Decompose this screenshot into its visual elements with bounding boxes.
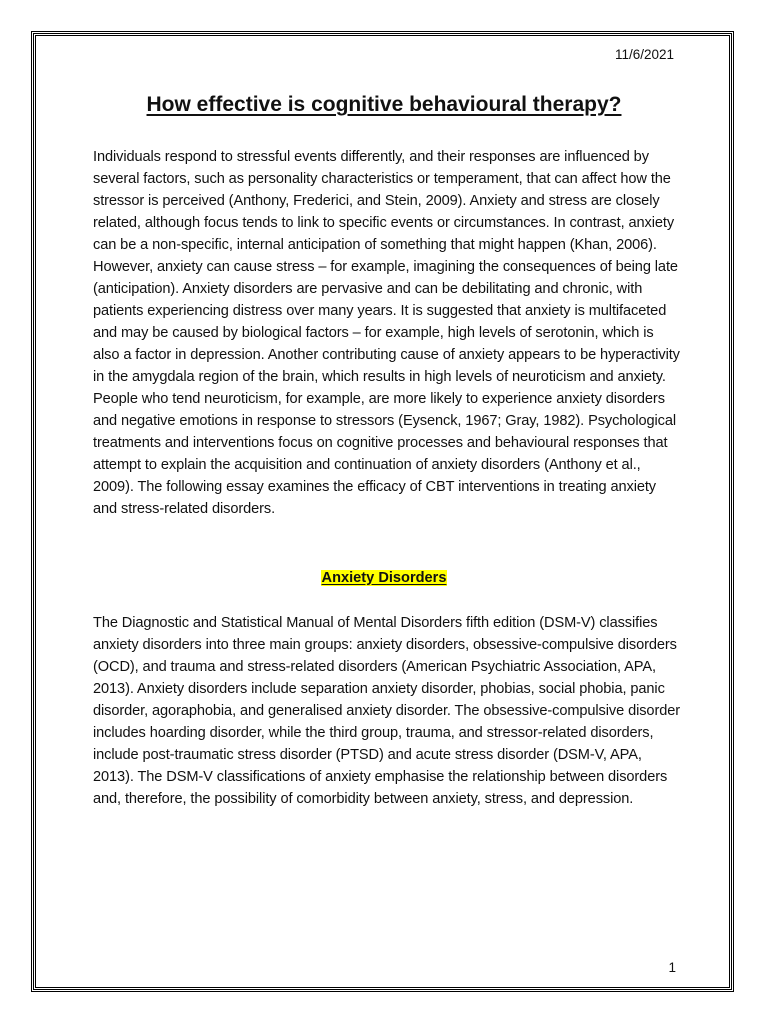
document-title	[0, 91, 768, 119]
document-date: 11/6/2021	[614, 47, 674, 62]
anxiety-disorders-paragraph: The Diagnostic and Statistical Manual of Mental Disorders fifth edition (DSM-V) classifies anxiety disorders into three main groups: anxiety disorders, obsessive-compulsive disorders (OCD), and trauma and stress-related disorders (American Psychiatric Association, APA, 2013). Anxiety disorders include separation anxiety disorder, phobias, social phobia, panic disorder, agoraphobia, and generalised anxiety disorder. The obsessive-compulsive disorder includes hoarding disorder, while the third group, trauma, and stressor-related disorders, include post-traumatic stress disorder (PTSD) and acute stress disorder (DSM-V, APA, 2013). The DSM-V classifications of anxiety emphasise the relationship between disorders and, therefore, the possibility of comorbidity between anxiety, stress, and depression.	[93, 615, 680, 807]
intro-paragraph: Individuals respond to stressful events differently, and their responses are influenced by several factors, such as personality characteristics or temperament, that can affect how the stressor is perceived (Anthony, Frederici, and Stein, 2009). Anxiety and stress are closely related, although focus tends to link to specific events or circumstances. In contrast, anxiety can be a non-specific, internal anticipation of something that might happen (Khan, 2006). However, anxiety can cause stress – for example, imagining the consequences of being late (anticipation). Anxiety disorders are pervasive and can be debilitating and chronic, with patients experiencing distress over many years. It is suggested that anxiety is multifaceted and may be caused by biological factors – for example, high levels of serotonin, which is also a factor in depression. Another contributing cause of anxiety appears to be hyperactivity in the amygdala region of the brain, which results in high levels of neuroticism and anxiety. People who tend neuroticism, for example, are more likely to experience anxiety disorders and negative emotions in response to stressors (Eysenck, 1967; Gray, 1982). Psychological treatments and interventions focus on cognitive processes and behavioural responses that attempt to explain the acquisition and continuation of anxiety disorders (Anthony et al., 2009). The following essay examines the efficacy of CBT interventions in treating anxiety and stress-related disorders.	[93, 149, 680, 517]
section-heading-text: Anxiety Disorders	[321, 570, 447, 586]
page-number: 1	[668, 960, 676, 975]
section-heading	[0, 567, 768, 589]
document-title-text: How effective is cognitive behavioural therapy?	[146, 93, 622, 116]
